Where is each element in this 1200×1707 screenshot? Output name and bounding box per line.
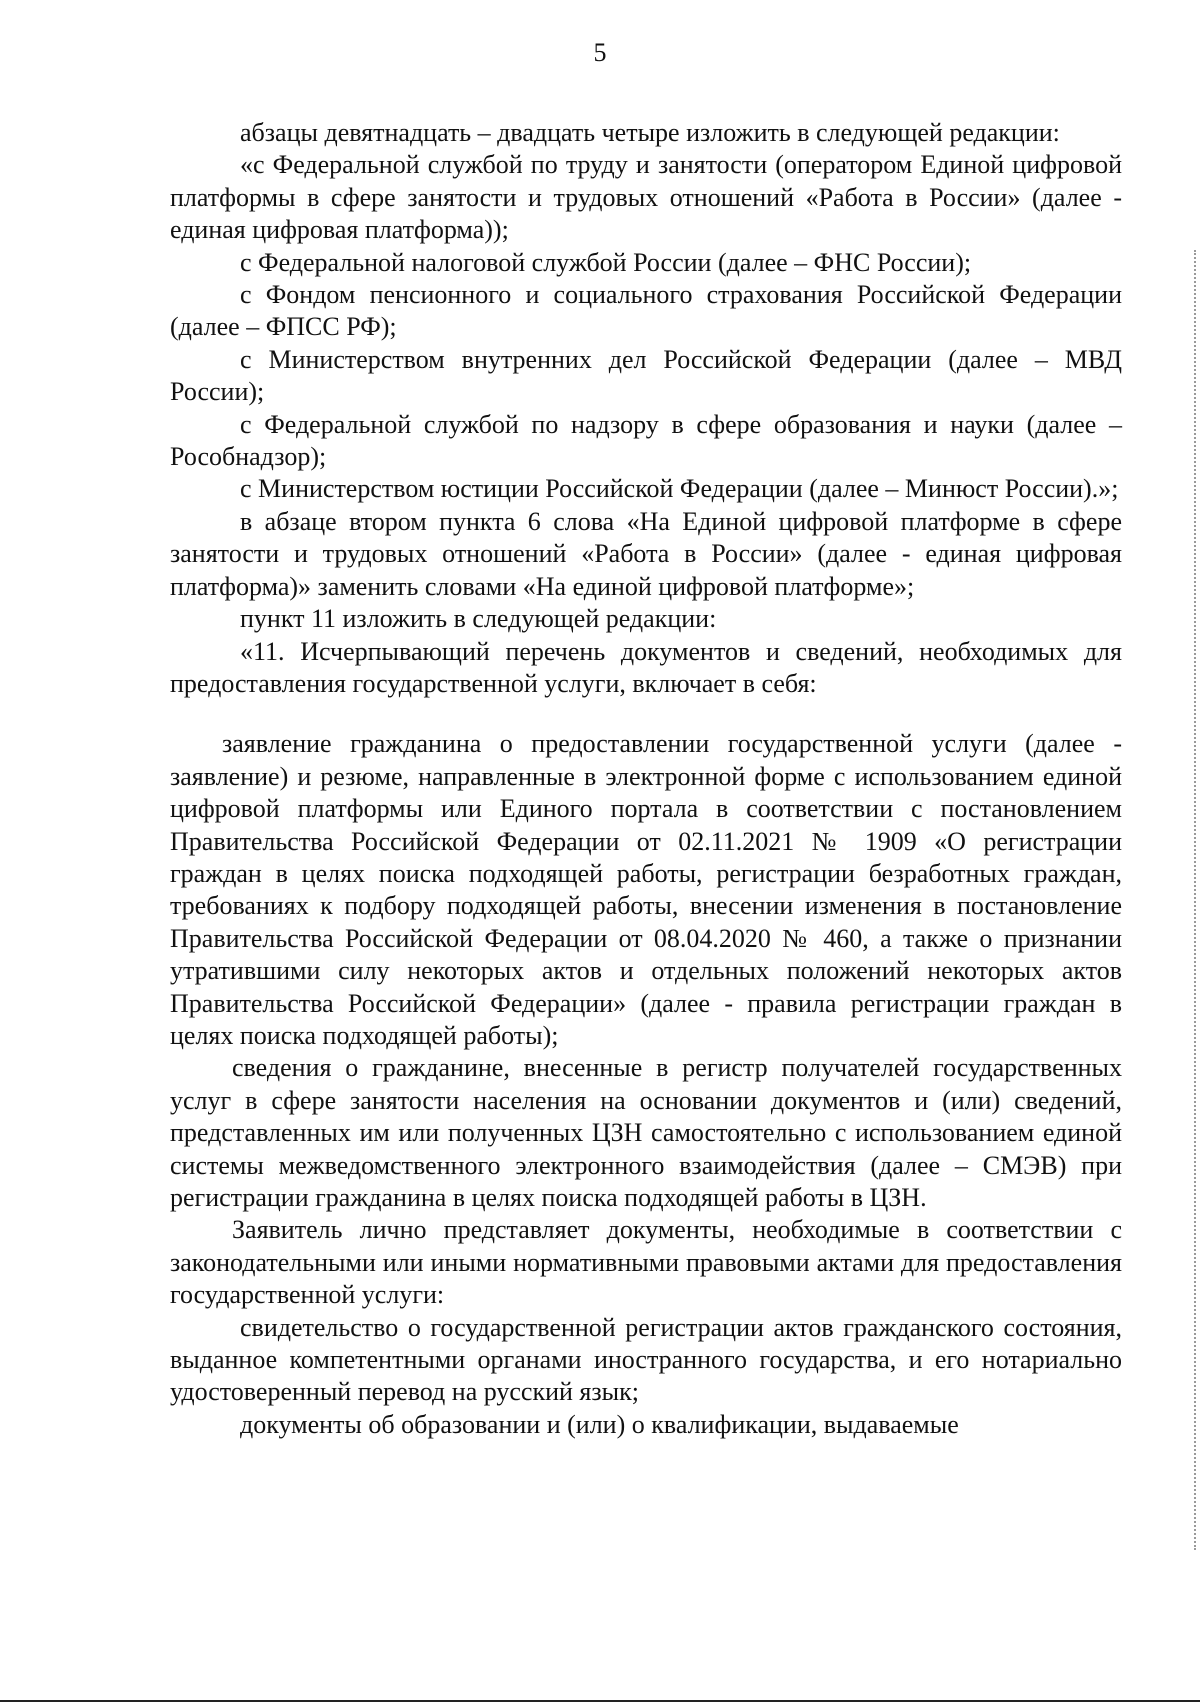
page-number: 5 (593, 38, 607, 67)
paragraph-point-11-intro: пункт 11 изложить в следующей редакции: (240, 604, 717, 634)
paragraph-rostrud: «с Федеральной службой по труду и занятости (оператором Единой цифровой платформы в сфере занятости и трудовых отношений «Работа в России» (далее - единая цифровая платформа)); (170, 150, 1122, 245)
paragraph-education-documents: документы об образовании и (или) о квалификации, выдаваемые (240, 1409, 959, 1439)
paragraph-rosobrnadzor: с Федеральной службой по надзору в сфере образования и науки (далее – Рособнадзор); (170, 409, 1122, 472)
paragraph-mvd: с Министерством внутренних дел Российской Федерации (далее – МВД России); (170, 344, 1122, 407)
scan-bottom-rule (0, 1700, 1200, 1702)
paragraph-fns: с Федеральной налоговой службой России (далее – ФНС России); (240, 247, 972, 277)
paragraph-fpss: с Фондом пенсионного и социального страхования Российской Федерации (далее – ФПСС РФ); (170, 280, 1122, 342)
paragraph-register-info: сведения о гражданине, внесенные в регистр получателей государственных услуг в сфере занятости населения на основании документов и (или) сведений, представленных им или полученных ЦЗН самостоятельно с использованием единой системы межведомственного электронного взаимодействия (далее – СМЭВ) при регистрации гражданина в целях поиска подходящей работы в ЦЗН. (170, 1053, 1122, 1212)
paragraph-amendment-intro: абзацы девятнадцать – двадцать четыре изложить в следующей редакции: (240, 118, 1060, 147)
paragraph-minjust: с Министерством юстиции Российской Федерации (далее – Минюст России).»; (240, 474, 1119, 504)
paragraph-point-6: в абзаце втором пункта 6 слова «На Единой цифровой платформе в сфере занятости и трудовых отношений «Работа в России» (далее - единая цифровая платформа)» заменить словами «На единой цифровой платформе»; (170, 506, 1122, 601)
paragraph-point-11: «11. Исчерпывающий перечень документов и сведений, необходимых для предоставления государственной услуги, включает в себя: (170, 636, 1122, 698)
paragraph-applicant-documents: Заявитель лично представляет документы, необходимые в соответствии с законодательными или иными нормативными правовыми актами для предоставления государственной услуги: (170, 1215, 1122, 1310)
paragraph-civil-certificate: свидетельство о государственной регистрации актов гражданского состояния, выданное компетентными органами иностранного государства, и его нотариально удостоверенный перевод на русский язык; (170, 1312, 1122, 1407)
document-body (170, 117, 1122, 1441)
paragraph-application: заявление гражданина о предоставлении государственной услуги (далее - заявление) и резюме, направленные в электронной форме с использованием единой цифровой платформы или Единого портала в соответствии с постановлением Правительства Российской Федерации от 02.11.2021 № 1909 «О регистрации граждан в целях поиска подходящей работы, регистрации безработных граждан, требованиях к подбору подходящей работы, внесении изменения в постановление Правительства Российской Федерации от 08.04.2020 № 460, а также о признании утратившими силу некоторых актов и отдельных положений некоторых актов Правительства Российской Федерации» (далее - правила регистрации граждан в целях поиска подходящей работы); (170, 729, 1122, 1050)
scan-edge-marks (1192, 250, 1196, 1550)
